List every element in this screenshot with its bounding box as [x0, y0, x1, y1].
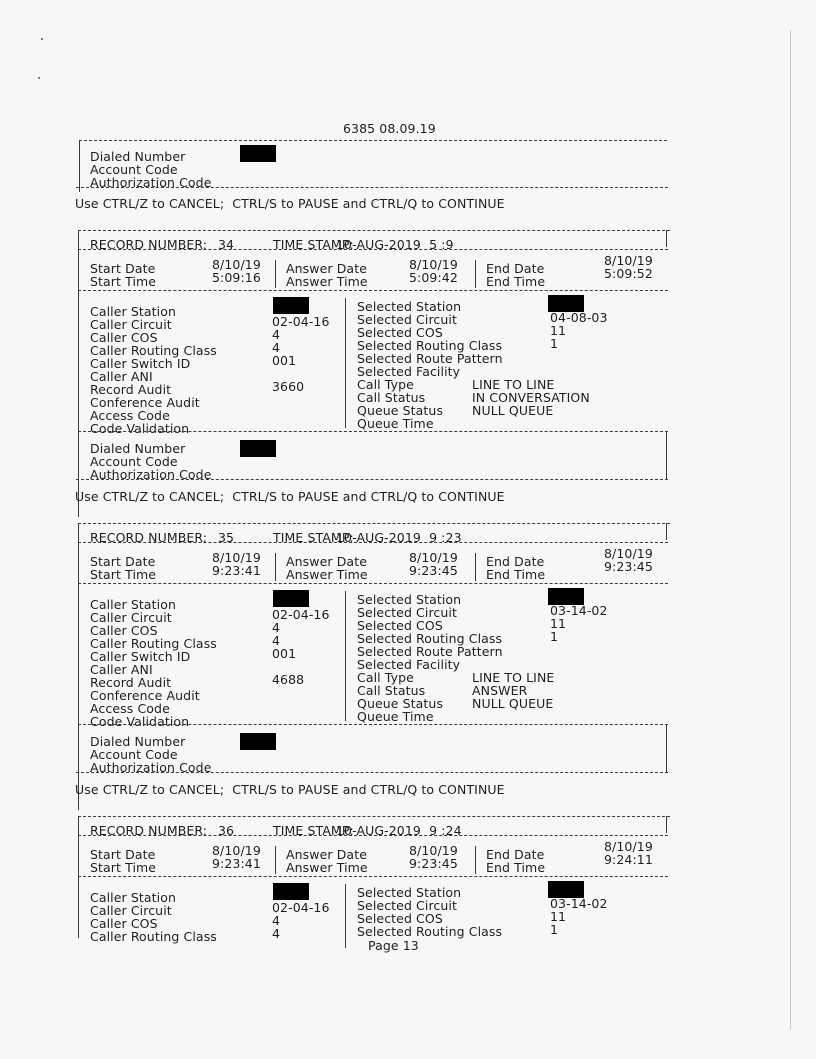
selected-cos-value: 11 — [550, 909, 567, 924]
caller-switch-id-value: 001 — [272, 353, 297, 368]
redaction-box — [240, 145, 276, 162]
border-line — [275, 846, 276, 874]
call-status-value: IN CONVERSATION — [472, 390, 590, 405]
end-date-label: End Date — [486, 261, 545, 276]
code-validation-label: Code Validation — [90, 421, 190, 436]
divider — [78, 230, 670, 231]
call-type-label: Call Type — [357, 670, 414, 685]
caller-routing-class-label: Caller Routing Class — [90, 929, 217, 944]
access-code-label: Access Code — [90, 408, 170, 423]
selected-route-pattern-label: Selected Route Pattern — [357, 644, 503, 659]
border-line — [666, 431, 667, 479]
caller-ani-label: Caller ANI — [90, 369, 153, 384]
end-date-label: End Date — [486, 847, 545, 862]
time-stamp-value: 10-AUG-2019 5 :9 — [336, 237, 454, 252]
selected-routing-class-label: Selected Routing Class — [357, 338, 503, 353]
border-line — [666, 816, 667, 833]
end-time-value: 5:09:52 — [604, 266, 653, 281]
time-stamp-value: 10-AUG-2019 9 :23 — [336, 530, 462, 545]
selected-cos-label: Selected COS — [357, 911, 443, 926]
end-time-label: End Time — [486, 274, 546, 289]
caller-switch-id-value: 001 — [272, 646, 297, 661]
queue-status-label: Queue Status — [357, 403, 444, 418]
border-line — [275, 260, 276, 288]
border-line — [666, 724, 667, 772]
caller-station-label: Caller Station — [90, 890, 176, 905]
caller-cos-label: Caller COS — [90, 330, 158, 345]
redaction-box — [273, 590, 309, 607]
caller-cos-value: 4 — [272, 913, 281, 928]
start-time-label: Start Time — [90, 274, 157, 289]
selected-cos-label: Selected COS — [357, 618, 443, 633]
end-date-value: 8/10/19 — [604, 546, 653, 561]
divider — [78, 724, 668, 725]
left-border — [79, 140, 80, 192]
time-stamp-label: TIME STAMP: — [273, 823, 354, 838]
record-number-label: RECORD NUMBER: — [90, 237, 208, 252]
border-line — [345, 884, 346, 948]
record-number-value: 34 — [218, 237, 235, 252]
call-type-value: LINE TO LINE — [472, 377, 555, 392]
ctrl-message: Use CTRL/Z to CANCEL; CTRL/S to PAUSE and CTRL/Q to CONTINUE — [75, 196, 505, 211]
ctrl-message: Use CTRL/Z to CANCEL; CTRL/S to PAUSE and CTRL/Q to CONTINUE — [75, 489, 505, 504]
dialed-number-label: Dialed Number — [90, 149, 186, 164]
access-code-label: Access Code — [90, 701, 170, 716]
border-line — [475, 553, 476, 581]
start-time-label: Start Time — [90, 567, 157, 582]
caller-routing-class-value: 4 — [272, 340, 281, 355]
divider — [78, 542, 668, 543]
border-line — [666, 230, 667, 247]
caller-routing-class-label: Caller Routing Class — [90, 636, 217, 651]
call-status-label: Call Status — [357, 390, 426, 405]
conference-audit-label: Conference Audit — [90, 395, 200, 410]
record-audit-label: Record Audit — [90, 382, 172, 397]
answer-date-label: Answer Date — [286, 554, 367, 569]
caller-circuit-value: 02-04-16 — [272, 900, 330, 915]
queue-status-label: Queue Status — [357, 696, 444, 711]
caller-station-label: Caller Station — [90, 304, 176, 319]
answer-time-value: 9:23:45 — [409, 856, 458, 871]
selected-routing-class-label: Selected Routing Class — [357, 631, 503, 646]
call-type-label: Call Type — [357, 377, 414, 392]
divider — [78, 431, 668, 432]
redaction-box — [240, 440, 276, 457]
start-date-value: 8/10/19 — [212, 550, 261, 565]
start-time-value: 9:23:41 — [212, 563, 261, 578]
redaction-box — [273, 883, 309, 900]
answer-time-label: Answer Time — [286, 274, 368, 289]
caller-switch-id-label: Caller Switch ID — [90, 649, 191, 664]
account-code-label: Account Code — [90, 454, 178, 469]
border-line — [275, 553, 276, 581]
selected-cos-label: Selected COS — [357, 325, 443, 340]
selected-routing-class-value: 1 — [550, 629, 559, 644]
caller-cos-label: Caller COS — [90, 916, 158, 931]
start-time-value: 9:23:41 — [212, 856, 261, 871]
answer-date-value: 8/10/19 — [409, 550, 458, 565]
authorization-code-label: Authorization Code — [90, 760, 212, 775]
queue-time-label: Queue Time — [357, 416, 434, 431]
answer-time-label: Answer Time — [286, 860, 368, 875]
call-status-value: ANSWER — [472, 683, 528, 698]
authorization-code-label: Authorization Code — [90, 467, 212, 482]
conference-audit-label: Conference Audit — [90, 688, 200, 703]
dialed-number-label: Dialed Number — [90, 441, 186, 456]
divider — [78, 249, 668, 250]
selected-routing-class-value: 1 — [550, 336, 559, 351]
scan-speck — [38, 77, 40, 79]
caller-circuit-label: Caller Circuit — [90, 903, 172, 918]
divider — [78, 835, 668, 836]
divider — [78, 523, 670, 524]
divider — [78, 583, 668, 584]
answer-time-value: 9:23:45 — [409, 563, 458, 578]
border-line — [475, 260, 476, 288]
redaction-box — [273, 297, 309, 314]
end-date-value: 8/10/19 — [604, 839, 653, 854]
end-time-label: End Time — [486, 567, 546, 582]
ctrl-message: Use CTRL/Z to CANCEL; CTRL/S to PAUSE and CTRL/Q to CONTINUE — [75, 782, 505, 797]
caller-switch-id-label: Caller Switch ID — [90, 356, 191, 371]
selected-facility-label: Selected Facility — [357, 364, 461, 379]
border-line — [666, 523, 667, 540]
end-time-value: 9:23:45 — [604, 559, 653, 574]
caller-cos-value: 4 — [272, 620, 281, 635]
caller-station-label: Caller Station — [90, 597, 176, 612]
answer-date-value: 8/10/19 — [409, 257, 458, 272]
caller-routing-class-value: 4 — [272, 633, 281, 648]
start-date-value: 8/10/19 — [212, 843, 261, 858]
answer-time-label: Answer Time — [286, 567, 368, 582]
selected-routing-class-label: Selected Routing Class — [357, 924, 503, 939]
queue-time-label: Queue Time — [357, 709, 434, 724]
call-type-value: LINE TO LINE — [472, 670, 555, 685]
answer-date-value: 8/10/19 — [409, 843, 458, 858]
divider — [76, 479, 668, 480]
divider — [78, 290, 668, 291]
record-audit-value: 4688 — [272, 672, 305, 687]
border-line — [345, 298, 346, 428]
answer-date-label: Answer Date — [286, 847, 367, 862]
divider — [78, 876, 668, 877]
selected-circuit-label: Selected Circuit — [357, 312, 457, 327]
border-line — [78, 523, 79, 810]
record-number-label: RECORD NUMBER: — [90, 530, 208, 545]
answer-date-label: Answer Date — [286, 261, 367, 276]
selected-circuit-label: Selected Circuit — [357, 898, 457, 913]
selected-station-label: Selected Station — [357, 299, 462, 314]
record-audit-label: Record Audit — [90, 675, 172, 690]
selected-route-pattern-label: Selected Route Pattern — [357, 351, 503, 366]
page-header: 6385 08.09.19 — [343, 121, 436, 136]
end-time-label: End Time — [486, 860, 546, 875]
selected-cos-value: 11 — [550, 616, 567, 631]
border-line — [475, 846, 476, 874]
start-time-label: Start Time — [90, 860, 157, 875]
record-audit-value: 3660 — [272, 379, 305, 394]
authorization-code-label: Authorization Code — [90, 175, 212, 190]
divider — [76, 772, 668, 773]
selected-facility-label: Selected Facility — [357, 657, 461, 672]
page-footer: Page 13 — [368, 938, 419, 953]
selected-station-label: Selected Station — [357, 592, 462, 607]
caller-circuit-label: Caller Circuit — [90, 610, 172, 625]
page-edge — [790, 30, 791, 1030]
caller-routing-class-value: 4 — [272, 926, 281, 941]
caller-circuit-value: 02-04-16 — [272, 314, 330, 329]
selected-cos-value: 11 — [550, 323, 567, 338]
end-date-value: 8/10/19 — [604, 253, 653, 268]
record-number-value: 35 — [218, 530, 235, 545]
record-number-label: RECORD NUMBER: — [90, 823, 208, 838]
caller-routing-class-label: Caller Routing Class — [90, 343, 217, 358]
caller-circuit-label: Caller Circuit — [90, 317, 172, 332]
code-validation-label: Code Validation — [90, 714, 190, 729]
caller-circuit-value: 02-04-16 — [272, 607, 330, 622]
start-time-value: 5:09:16 — [212, 270, 261, 285]
end-time-value: 9:24:11 — [604, 852, 653, 867]
redaction-box — [240, 733, 276, 750]
start-date-value: 8/10/19 — [212, 257, 261, 272]
queue-status-value: NULL QUEUE — [472, 696, 554, 711]
caller-cos-label: Caller COS — [90, 623, 158, 638]
start-date-label: Start Date — [90, 261, 156, 276]
caller-cos-value: 4 — [272, 327, 281, 342]
start-date-label: Start Date — [90, 847, 156, 862]
end-date-label: End Date — [486, 554, 545, 569]
selected-station-label: Selected Station — [357, 885, 462, 900]
account-code-label: Account Code — [90, 747, 178, 762]
start-date-label: Start Date — [90, 554, 156, 569]
answer-time-value: 5:09:42 — [409, 270, 458, 285]
selected-circuit-value: 04-08-03 — [550, 310, 608, 325]
scan-speck — [41, 38, 43, 40]
divider — [78, 816, 670, 817]
dialed-number-label: Dialed Number — [90, 734, 186, 749]
selected-circuit-value: 03-14-02 — [550, 896, 608, 911]
time-stamp-label: TIME STAMP: — [273, 530, 354, 545]
divider — [76, 187, 668, 188]
selected-circuit-label: Selected Circuit — [357, 605, 457, 620]
border-line — [345, 591, 346, 721]
selected-routing-class-value: 1 — [550, 922, 559, 937]
caller-ani-label: Caller ANI — [90, 662, 153, 677]
account-code-label: Account Code — [90, 162, 178, 177]
divider — [79, 140, 667, 141]
border-line — [78, 230, 79, 517]
time-stamp-label: TIME STAMP: — [273, 237, 354, 252]
call-status-label: Call Status — [357, 683, 426, 698]
record-number-value: 36 — [218, 823, 235, 838]
queue-status-value: NULL QUEUE — [472, 403, 554, 418]
selected-circuit-value: 03-14-02 — [550, 603, 608, 618]
time-stamp-value: 10-AUG-2019 9 :24 — [336, 823, 462, 838]
